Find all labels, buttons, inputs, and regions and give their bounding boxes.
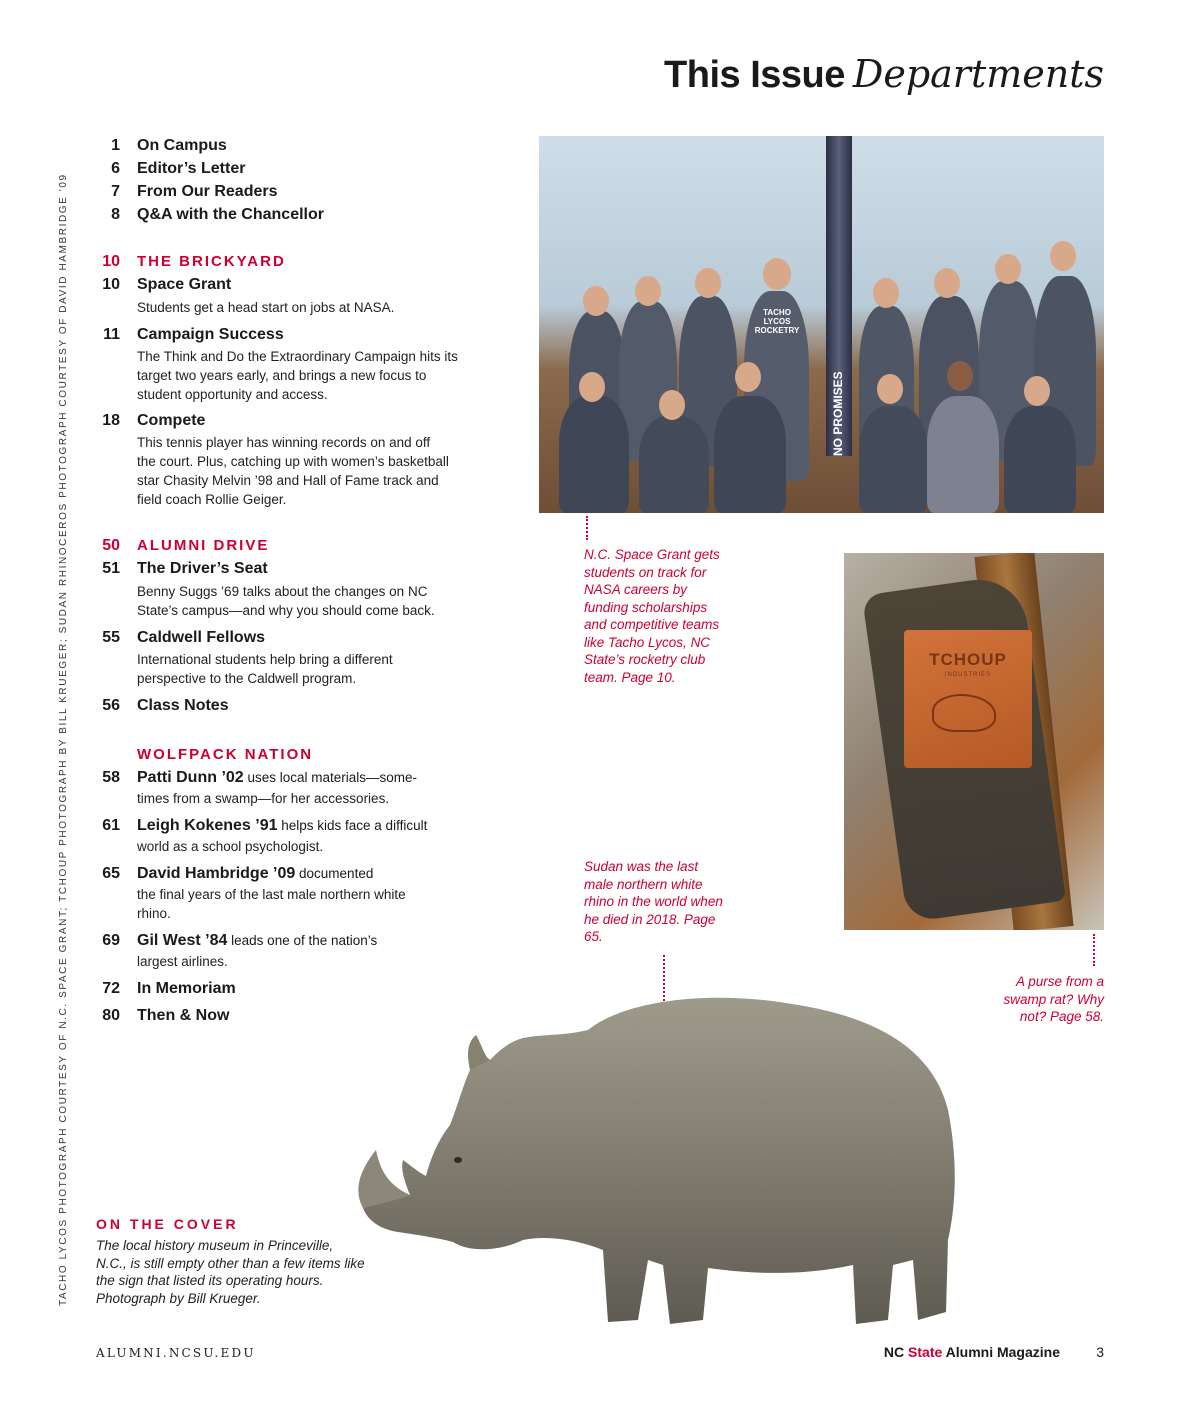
footer-url[interactable]: ALUMNI.NCSU.EDU (96, 1346, 256, 1360)
toc-title: From Our Readers (137, 183, 278, 200)
toc-item[interactable] (96, 766, 466, 789)
toc-title: On Campus (137, 137, 227, 154)
team-member-head (635, 276, 661, 306)
toc-item[interactable] (96, 929, 466, 952)
toc-title: Q&A with the Chancellor (137, 206, 324, 223)
rocket-label: NO PROMISES (831, 371, 845, 456)
toc-num: 72 (102, 980, 120, 997)
toc-title (137, 929, 377, 952)
toc-num: 10 (102, 276, 120, 293)
toc-desc: largest airlines. (137, 954, 228, 969)
toc-title: Then & Now (137, 1007, 230, 1024)
brand-nc: NC (883, 1344, 909, 1360)
rhino-eye (454, 1157, 462, 1163)
team-member (859, 406, 927, 513)
team-member-head (995, 254, 1021, 284)
toc-title: The Driver’s Seat (137, 560, 268, 577)
section-alumni-drive[interactable] (96, 534, 466, 557)
toc-desc: times from a swamp—for her accessories. (137, 791, 390, 806)
section-wolfpack-nation[interactable] (96, 743, 466, 766)
team-member-head (659, 390, 685, 420)
toc-title (137, 766, 417, 789)
toc-title-rest: documented (295, 866, 374, 881)
team-member-head (947, 361, 973, 391)
team-member-head (934, 268, 960, 298)
toc-item[interactable] (96, 694, 466, 717)
section-num: 50 (102, 537, 120, 554)
section-num: 10 (102, 253, 120, 270)
rhino-body (362, 998, 955, 1324)
title-bold: This Issue (664, 54, 845, 96)
section-brickyard[interactable] (96, 250, 466, 273)
toc-num: 61 (102, 817, 120, 834)
caption-leader (586, 516, 588, 540)
leather-patch (904, 630, 1032, 768)
team-member-head (695, 268, 721, 298)
magazine-name (884, 1344, 1060, 1360)
team-member (1004, 406, 1076, 513)
table-of-contents (96, 134, 466, 1027)
toc-num: 6 (111, 160, 120, 177)
toc-desc: International students help bring a different perspective to the Caldwell program. (137, 652, 393, 686)
toc-item[interactable] (96, 157, 466, 180)
page-number: 3 (1096, 1344, 1104, 1360)
team-member-head (583, 286, 609, 316)
toc-item[interactable] (96, 409, 466, 432)
caption-purse: A purse from a swamp rat? Why not? Page 58. (1003, 974, 1104, 1024)
toc-title: Campaign Success (137, 326, 284, 343)
toc-title-rest: leads one of the nation’s (227, 933, 378, 948)
toc-desc: the final years of the last male northern white rhino. (137, 887, 406, 921)
team-member (559, 396, 629, 513)
rhino-image (358, 990, 978, 1335)
toc-item[interactable] (96, 273, 466, 296)
toc-desc: Students get a head start on jobs at NASA. (137, 300, 395, 315)
toc-title: Class Notes (137, 697, 229, 714)
toc-title: Caldwell Fellows (137, 629, 266, 646)
tchoup-purse-photo (844, 553, 1104, 930)
rat-icon (932, 694, 996, 732)
patch-brand: TCHOUP (929, 650, 1007, 669)
toc-item[interactable] (96, 134, 466, 157)
team-member-head (1024, 376, 1050, 406)
cover-text: The local history museum in Princeville, N.C., is still empty other than a few items like the sign that listed its operating hours. Photograph by Bill Krueger. (96, 1238, 365, 1306)
caption-space-grant: N.C. Space Grant gets students on track for NASA careers by funding scholarships and competitive teams like Tacho Lycos, NC State’s rocketry club team. Page 10. (584, 547, 720, 685)
team-member (714, 396, 786, 513)
toc-num: 55 (102, 629, 120, 646)
title-italic: Departments (852, 52, 1104, 96)
toc-desc: The Think and Do the Extraordinary Campaign hits its target two years early, and brings a new focus to student opportunity and access. (137, 349, 458, 402)
team-member-head (763, 258, 791, 290)
toc-num: 80 (102, 1007, 120, 1024)
toc-title-name: Leigh Kokenes ’91 (137, 817, 278, 834)
toc-title-rest: uses local materials—some- (243, 770, 417, 785)
team-member-head (735, 362, 761, 392)
caption-leader (1093, 934, 1095, 966)
toc-num: 58 (102, 769, 120, 786)
section-heading: WOLFPACK NATION (137, 746, 314, 763)
toc-num: 11 (103, 326, 120, 343)
team-member-head (877, 374, 903, 404)
toc-item[interactable] (96, 814, 466, 837)
toc-title-name: Gil West ’84 (137, 932, 228, 949)
section-heading: ALUMNI DRIVE (137, 537, 270, 554)
toc-title: Compete (137, 412, 206, 429)
patch-sub: INDUSTRIES (944, 672, 992, 678)
team-member-head (579, 372, 605, 402)
toc-num: 69 (102, 932, 120, 949)
toc-item[interactable] (96, 862, 466, 885)
brand-state: State (908, 1344, 943, 1360)
toc-desc: world as a school psychologist. (137, 839, 324, 854)
toc-title-name: Patti Dunn ’02 (137, 769, 244, 786)
toc-num: 18 (102, 412, 120, 429)
toc-item[interactable] (96, 323, 466, 346)
toc-desc: Benny Suggs ’69 talks about the changes on NC State’s campus—and why you should come back. (137, 584, 435, 618)
toc-item[interactable] (96, 557, 466, 580)
toc-item[interactable] (96, 203, 466, 226)
team-member-head (873, 278, 899, 308)
brand-rest: Alumni Magazine (942, 1344, 1060, 1360)
toc-num: 7 (111, 183, 120, 200)
team-member (639, 416, 709, 513)
toc-num: 65 (102, 865, 120, 882)
team-member (927, 396, 999, 513)
toc-title: Space Grant (137, 276, 232, 293)
photo-credit: TACHO LYCOS PHOTOGRAPH COURTESY OF N.C. SPACE GRANT; TCHOUP PHOTOGRAPH BY BILL KRUEGER; SUDAN RHINOCEROS PHOTOGRAPH COURTESY OF DAVID HAMBRIDGE '09 (58, 173, 69, 1306)
toc-num: 56 (102, 697, 120, 714)
toc-num: 1 (111, 137, 120, 154)
caption-rhino: Sudan was the last male northern white rhino in the world when he died in 2018. Page 65. (584, 859, 723, 944)
toc-item[interactable] (96, 626, 466, 649)
toc-title: In Memoriam (137, 980, 236, 997)
section-heading: THE BRICKYARD (137, 253, 286, 270)
toc-desc: This tennis player has winning records on and off the court. Plus, catching up with women’s basketball star Chasity Melvin ’98 and Hall of Fame track and field coach Rollie Geiger. (137, 435, 449, 507)
rocketry-team-photo (539, 136, 1104, 513)
team-member-head (1050, 241, 1076, 271)
toc-title (137, 814, 427, 837)
page-title (664, 54, 1104, 95)
cover-heading: ON THE COVER (96, 1216, 239, 1232)
toc-title: Editor’s Letter (137, 160, 246, 177)
toc-title-rest: helps kids face a difficult (277, 818, 428, 833)
toc-num: 8 (111, 206, 120, 223)
toc-title-name: David Hambridge ’09 (137, 865, 296, 882)
toc-item[interactable] (96, 180, 466, 203)
toc-num: 51 (102, 560, 120, 577)
toc-title (137, 862, 373, 885)
shirt-label: TACHO LYCOS ROCKETRY (754, 308, 800, 335)
